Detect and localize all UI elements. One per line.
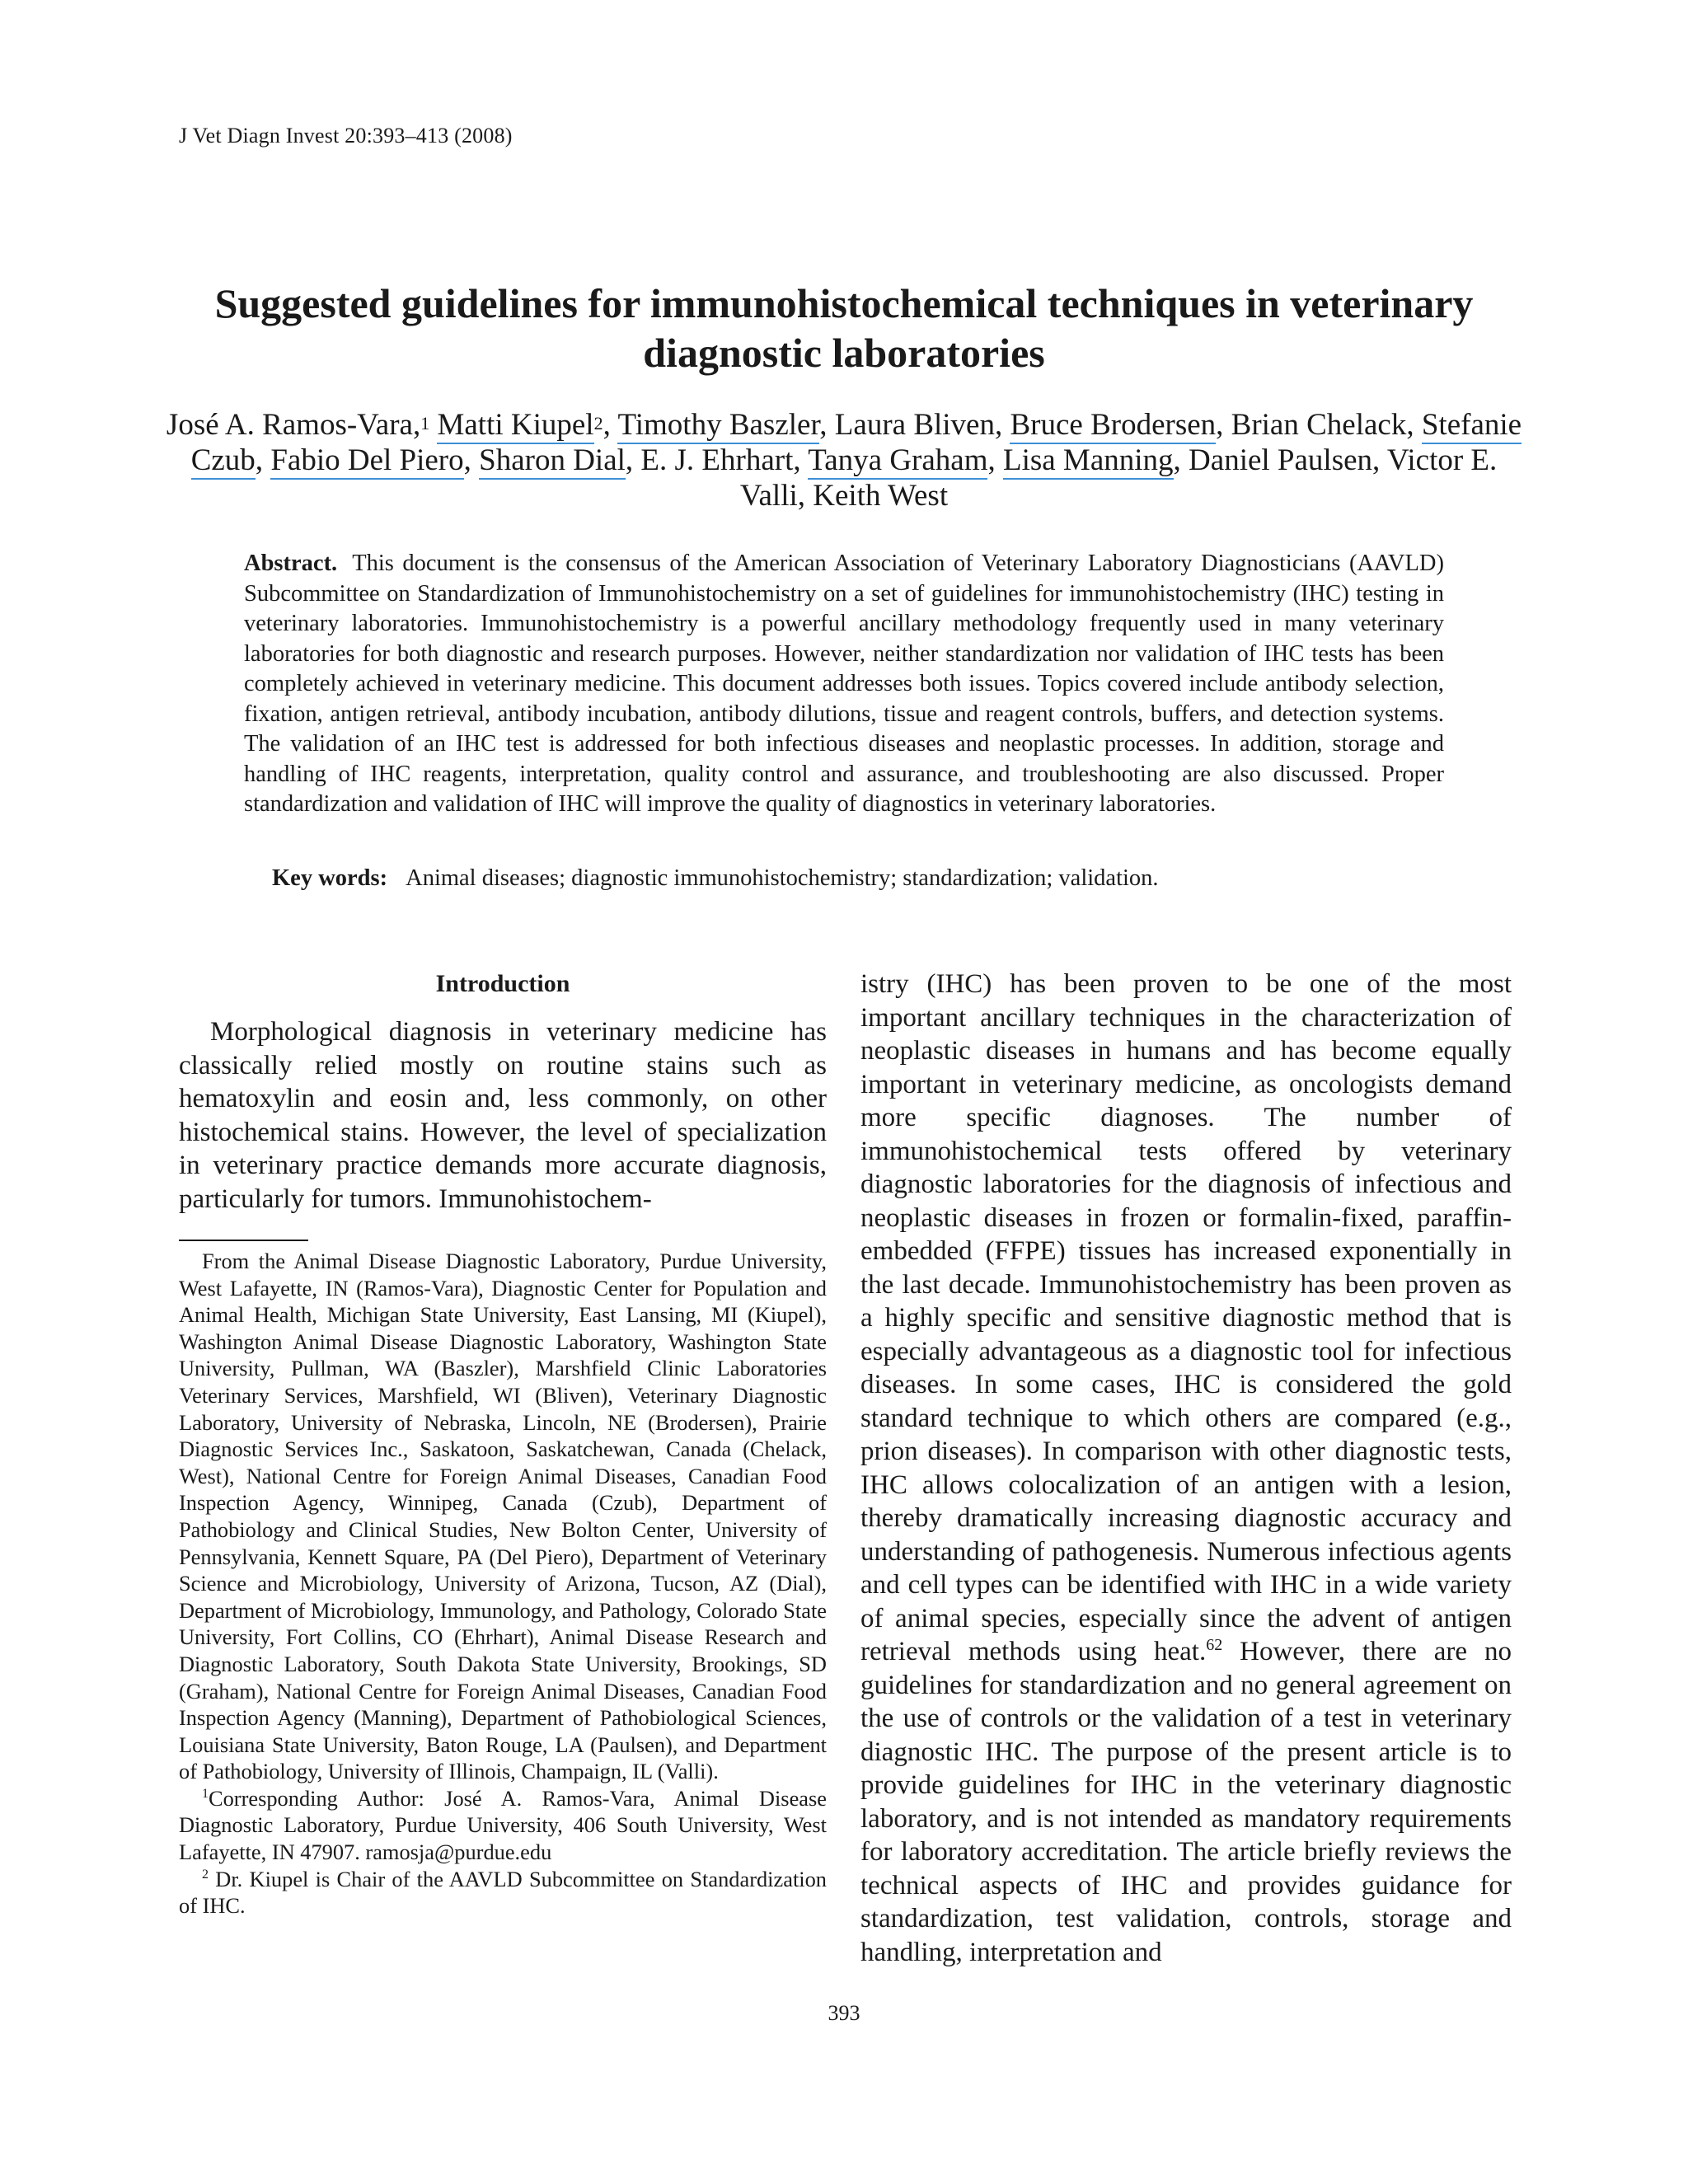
abstract [244, 549, 1444, 820]
affiliations-footnote: From the Animal Disease Diagnostic Laboratory, Purdue University, West Lafayette, IN (Ramos-Vara), Diagnostic Center for Population and Animal Health, Michigan State University, East Lansing, MI (Kiupel), Washington Animal Disease Diagnostic Laboratory, Washington State University, Pullman, WA (Baszler), Marshfield Clinic Laboratories Veterinary Services, Marshfield, WI (Bliven), Veterinary Diagnostic Laboratory, University of Nebraska, Lincoln, NE (Brodersen), Prairie Diagnostic Services Inc., Saskatoon, Saskatchewan, Canada (Chelack, West), National Centre for Foreign Animal Diseases, Canadian Food Inspection Agency, Winnipeg, Canada (Czub), Department of Pathobiology and Clinical Studies, New Bolton Center, University of Pennsylvania, Kennett Square, PA (Del Piero), Department of Veterinary Science and Microbiology, University of Arizona, Tucson, AZ (Dial), Department of Microbiology, Immunology, and Pathology, Colorado State University, Fort Collins, CO (Ehrhart), Animal Disease Research and Diagnostic Laboratory, South Dakota State University, Brookings, SD (Graham), National Centre for Foreign Animal Diseases, Canadian Food Inspection Agency (Manning), Department of Pathobiological Sciences, Louisiana State University, Baton Rouge, LA (Paulsen), and Department of Pathobiology, University of Illinois, Champaign, IL (Valli). [179, 1249, 827, 1784]
intro-paragraph-left: Morphological diagnosis in veterinary medicine has classically relied mostly on routine stains such as hematoxylin and eosin and, less commonly, on other histochemical stains. However, the level of specialization in veterinary practice demands more accurate diagnosis, particularly for tumors. Immunohistochem- [179, 1017, 827, 1214]
page-number: 393 [828, 2001, 860, 2025]
author-separator: , [255, 443, 264, 477]
author-separator: , [1173, 443, 1181, 477]
author-6 [1231, 408, 1414, 442]
author-name[interactable]: Timothy Baszler [617, 408, 819, 444]
intro-text-part1: istry (IHC) has been proven to be one of the most important ancillary techniques in the characterization of neoplastic diseases in humans and has become equally important in veterinary medicine, as oncologists demand more specific diagnoses. The number of immunohistochemical tests offered by veterinary diagnostic laboratories for the diagnosis of infectious and neoplastic diseases in frozen or formalin-fixed, paraffin-embedded (FFPE) tissues has increased exponentially in the last decade. Immunohistochemistry has been proven as a highly specific and sensitive diagnostic method that is especially advantageous as a diagnostic tool for infectious diseases. In some cases, IHC is considered the gold standard technique to which others are compared (e.g., prion diseases). In comparison with other diagnostic tests, IHC allows colocalization of an antigen with a lesion, thereby dramatically increasing diagnostic accuracy and understanding of pathogenesis. Numerous infectious agents and cell types can be identified with IHC in a wide variety of animal species, especially since the advent of antigen retrieval methods using heat. [860, 969, 1512, 1666]
footnote-1-text: Corresponding Author: José A. Ramos-Vara, Animal Disease Diagnostic Laboratory, Purdue University, 406 South University, West Lafayette, IN 47907. ramosja@purdue.edu [179, 1785, 827, 1865]
author-name[interactable]: Stefanie Czub [191, 408, 1522, 480]
author-affiliation-mark: 1 [420, 413, 430, 434]
footnote-mark-2: 2 [202, 1867, 209, 1882]
journal-citation: J Vet Diagn Invest 20:393–413 (2008) [179, 124, 513, 148]
footnote-mark-1: 1 [202, 1787, 209, 1802]
author-8[interactable] [270, 443, 471, 480]
author-separator: , [625, 443, 634, 477]
author-name: Laura Bliven, [834, 408, 1003, 442]
author-15 [813, 479, 948, 513]
author-11[interactable] [808, 443, 996, 480]
author-list [165, 407, 1523, 513]
chair-footnote [179, 1866, 827, 1919]
reference-62[interactable]: 62 [1206, 1636, 1223, 1654]
corresponding-author-footnote [179, 1785, 827, 1866]
author-3[interactable] [617, 408, 827, 444]
author-name[interactable]: Sharon Dial [479, 443, 626, 480]
author-5[interactable] [1010, 408, 1223, 444]
article-title: Suggested guidelines for immunohistochemical techniques in veterinary diagnostic laboratories [214, 280, 1474, 376]
author-4 [835, 408, 1002, 442]
author-name: José A. Ramos-Vara, [166, 408, 421, 442]
abstract-label: Abstract. [244, 551, 338, 576]
author-2[interactable] [437, 408, 610, 442]
author-name: E. J. Ehrhart, [640, 443, 801, 477]
author-9[interactable] [479, 443, 633, 480]
intro-paragraph-right [860, 968, 1512, 1969]
left-column [179, 969, 827, 1216]
author-name: Keith West [813, 479, 949, 513]
abstract-text: This document is the consensus of the American Association of Veterinary Laboratory Diagnosticians (AAVLD) Subcommittee on Standardization of Immunohistochemistry on a set of guidelines for immunohistochemistry (IHC) testing in veterinary laboratories. Immunohistochemistry is a powerful ancillary methodology frequently used in many veterinary laboratories for both diagnostic and research purposes. However, neither standardization nor validation of IHC tests has been completely achieved in veterinary medicine. This document addresses both issues. Topics covered include antibody selection, fixation, antigen retrieval, antibody incubation, antibody dilutions, tissue and reagent controls, buffers, and detection systems. The validation of an IHC test is addressed for both infectious diseases and neoplastic processes. In addition, storage and handling of IHC reagents, interpretation, quality control and assurance, and troubleshooting are also discussed. Proper standardization and validation of IHC will improve the quality of diagnostics in veterinary laboratories. [244, 551, 1444, 817]
footnotes [179, 1248, 827, 1919]
keywords [272, 864, 1442, 893]
author-name: Victor E. Valli, [739, 443, 1498, 513]
author-affiliation-mark: 2 [593, 413, 603, 434]
author-1 [166, 408, 429, 442]
author-name: Daniel Paulsen, [1189, 443, 1381, 477]
intro-text-part2: However, there are no guidelines for standardization and no general agreement on the use of controls or the validation of a test in veterinary diagnostic IHC. The purpose of the present article is to provide guidelines for IHC in the veterinary diagnostic laboratory, and is not intended as mandatory requirements for laboratory accreditation. The article briefly reviews the technical aspects of IHC and provides guidance for standardization, test validation, controls, storage and handling, interpretation and [860, 1637, 1512, 1967]
author-name[interactable]: Tanya Graham [808, 443, 987, 480]
author-name[interactable]: Matti Kiupel [437, 408, 593, 444]
author-separator: , [603, 408, 611, 442]
author-name[interactable]: Lisa Manning [1003, 443, 1174, 480]
author-name[interactable]: Fabio Del Piero [270, 443, 463, 480]
author-name[interactable]: Bruce Brodersen [1010, 408, 1216, 444]
introduction-heading: Introduction [435, 970, 570, 997]
author-12[interactable] [1003, 443, 1181, 480]
author-separator: , [987, 443, 996, 477]
keywords-text: Animal diseases; diagnostic immunohistochemistry; standardization; validation. [406, 865, 1159, 891]
author-separator: , [819, 408, 828, 442]
right-column [860, 968, 1512, 1969]
author-separator: , [463, 443, 471, 477]
footnote-divider [179, 1240, 308, 1241]
keywords-label: Key words: [272, 865, 388, 891]
author-10 [640, 443, 800, 477]
author-13 [1189, 443, 1380, 477]
footnote-2-text: Dr. Kiupel is Chair of the AAVLD Subcommittee on Standardization of IHC. [179, 1866, 827, 1919]
author-name: Brian Chelack, [1231, 408, 1414, 442]
author-separator: , [1216, 408, 1224, 442]
